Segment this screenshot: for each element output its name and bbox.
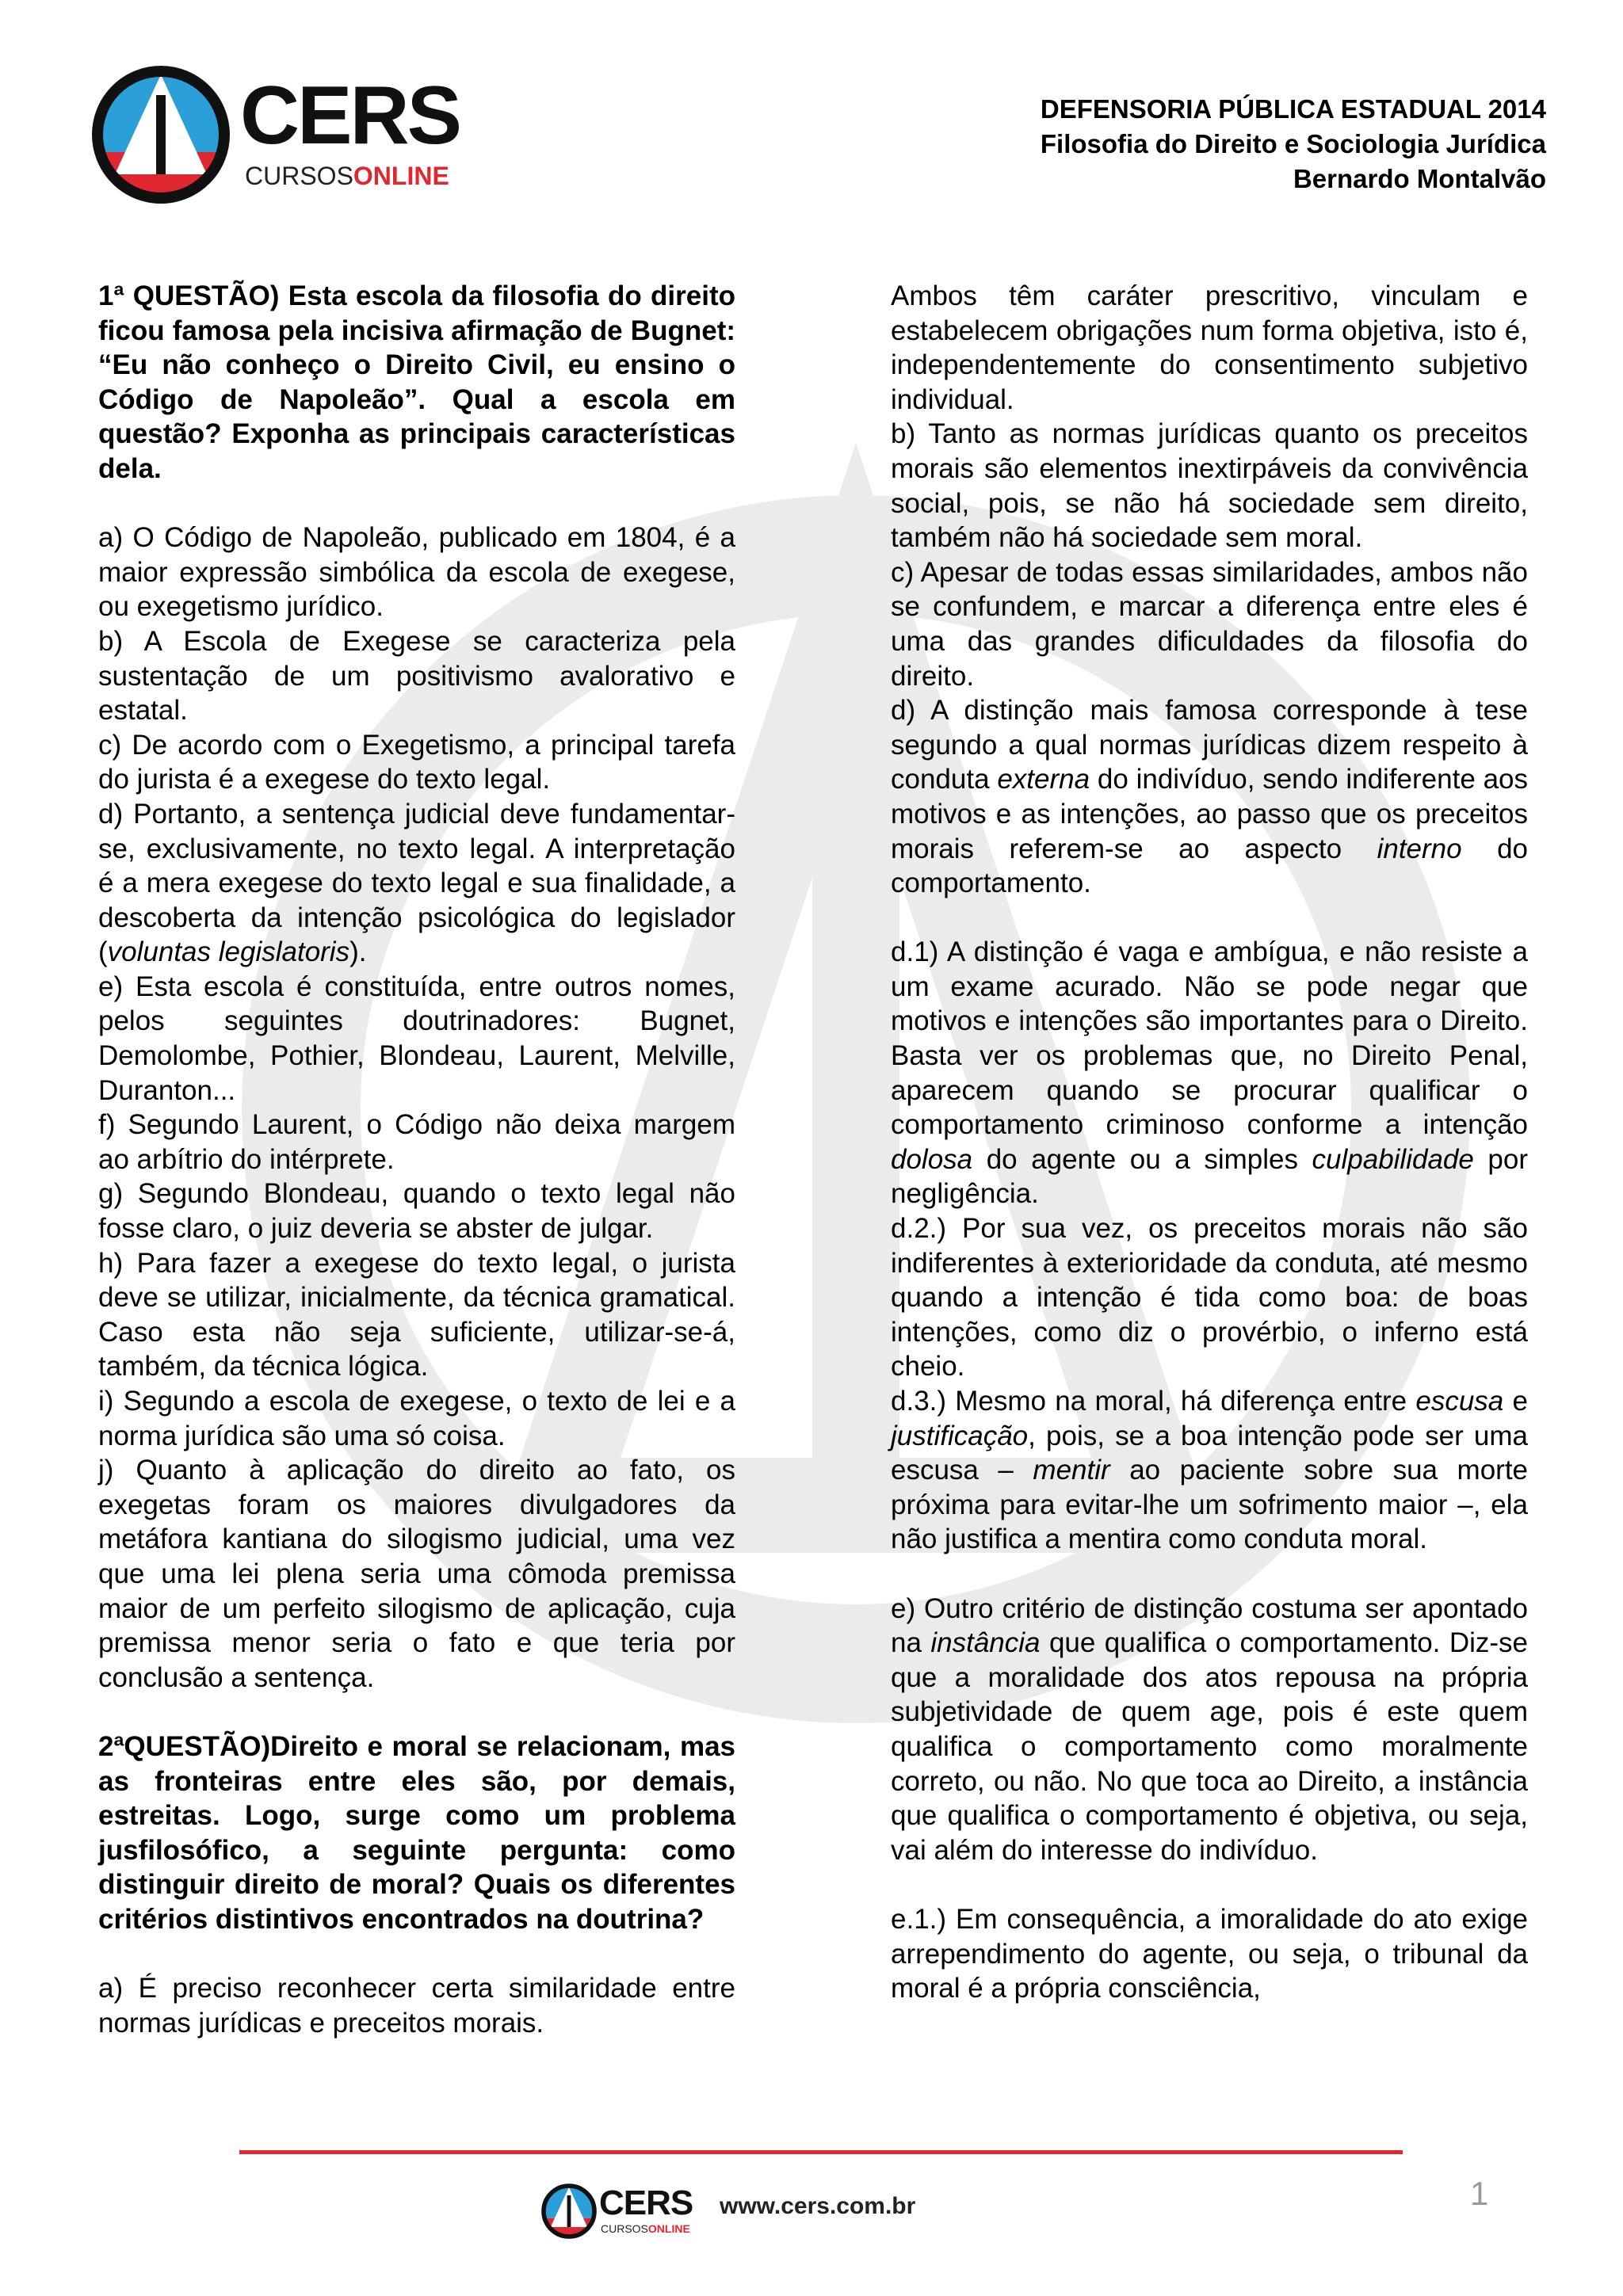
q1-item-c: c) De acordo com o Exegetismo, a principal tarefa do jurista é a exegese do texto legal. bbox=[98, 729, 735, 795]
cers-logo bbox=[90, 63, 462, 206]
q1-item-i: i) Segundo a escola de exegese, o texto de lei e a norma jurídica são uma só coisa. bbox=[98, 1386, 735, 1451]
q2-item-d3: d.3.) Mesmo na moral, há diferença entre escusa e justificação, pois, se a boa intenção pode ser uma escusa – mentir ao paciente sobre sua morte próxima para evitar-lhe um sofrimento maior –, ela não justifica a mentira como conduta moral. bbox=[891, 1386, 1529, 1555]
q1-item-j: j) Quanto à aplicação do direito ao fato, os exegetas foram os maiores divulgadores da metáfora kantiana do silogismo judicial, uma vez que uma lei plena seria uma cômoda premissa maior de um perfeito silogismo de aplicação, cuja premissa menor seria o fato e que teria por conclusão a sentença. bbox=[98, 1455, 735, 1693]
header-author: Bernardo Montalvão bbox=[1293, 164, 1546, 193]
footer-divider bbox=[239, 2150, 1403, 2154]
footer-cers-logo bbox=[540, 2183, 691, 2246]
cers-emblem-icon bbox=[90, 63, 232, 206]
q1-item-f: f) Segundo Laurent, o Código não deixa margem ao arbítrio do intérprete. bbox=[98, 1109, 735, 1175]
q1-item-d: d) Portanto, a sentença judicial deve fundamentar-se, exclusivamente, no texto legal. A interpretação é a mera exegese do texto legal e sua finalidade, a descoberta da intenção psicológica do legislador (voluntas legislatoris). bbox=[98, 798, 735, 968]
q1-item-e: e) Esta escola é constituída, entre outros nomes, pelos seguintes doutrinadores: Bugnet, Demolombe, Pothier, Blondeau, Laurent, Melville, Duranton... bbox=[98, 971, 735, 1106]
q1-item-h: h) Para fazer a exegese do texto legal, o jurista deve se utilizar, inicialmente, da técnica gramatical. Caso esta não seja suficiente, utilizar-se-á, também, da técnica lógica. bbox=[98, 1247, 735, 1383]
logo-wordmark: CERS bbox=[240, 70, 460, 162]
footer-cers-emblem-icon bbox=[540, 2183, 598, 2240]
question-2-heading: 2ªQUESTÃO)Direito e moral se relacionam, mas as fronteiras entre eles são, por demais, estreitas. Logo, surge como um problema jusfilosófico, a seguinte pergunta: como distinguir direito de moral? Quais os diferentes critérios distintivos encontrados na doutrina? bbox=[98, 1730, 735, 1935]
q2-item-d: d) A distinção mais famosa corresponde à tese segundo a qual normas jurídicas dizem respeito à conduta externa do indivíduo, sendo indiferente aos motivos e as intenções, ao passo que os preceitos morais referem-se ao aspecto interno do comportamento. bbox=[891, 695, 1528, 899]
document-header bbox=[1041, 92, 1546, 196]
header-exam-title: DEFENSORIA PÚBLICA ESTADUAL 2014 bbox=[1040, 94, 1546, 124]
q2-item-d2: d.2.) Por sua vez, os preceitos morais não são indiferentes à exterioridade da conduta, até mesmo quando a intenção é tida como boa: de boas intenções, como diz o provérbio, o inferno está cheio. bbox=[891, 1213, 1528, 1383]
page-number: 1 bbox=[1470, 2175, 1489, 2212]
footer-logo-subtitle: CURSOSONLINE bbox=[601, 2222, 690, 2235]
q2-item-b: b) Tanto as normas jurídicas quanto os preceitos morais são elementos inextirpáveis da convivência social, pois, se não há sociedade sem direito, também não há sociedade sem moral. bbox=[891, 418, 1528, 554]
logo-subtitle: CURSOSONLINE bbox=[245, 162, 449, 190]
q2-item-a-continued: Ambos têm caráter prescritivo, vinculam e estabelecem obrigações num forma objetiva, isto é, independentemente do consentimento subjetivo individual. bbox=[891, 280, 1528, 415]
q2-item-c: c) Apesar de todas essas similaridades, ambos não se confundem, e marcar a diferença entre eles é uma das grandes dificuldades da filosofia do direito. bbox=[891, 556, 1528, 692]
q1-item-b: b) A Escola de Exegese se caracteriza pela sustentação de um positivismo avalorativo e estatal. bbox=[98, 625, 735, 727]
q2-item-e1: e.1.) Em consequência, a imoralidade do ato exige arrependimento do agente, ou seja, o tribunal da moral é a própria consciência, bbox=[891, 1903, 1528, 2004]
q2-item-a: a) É preciso reconhecer certa similaridade entre normas jurídicas e preceitos morais. bbox=[98, 1973, 735, 2039]
right-column bbox=[891, 279, 1528, 2006]
question-1-heading: 1ª QUESTÃO) Esta escola da filosofia do direito ficou famosa pela incisiva afirmação de Bugnet: “Eu não conheço o Direito Civil, eu ensino o Código de Napoleão”. Qual a escola em questão? Exponha as principais características dela. bbox=[98, 280, 735, 484]
q2-item-d1: d.1) A distinção é vaga e ambígua, e não resiste a um exame acurado. Não se pode negar que motivos e intenções são importantes para o Direito. Basta ver os problemas que, no Direito Penal, aparecem quando se procurar qualificar o comportamento criminoso conforme a intenção dolosa do agente ou a simples culpabilidade por negligência. bbox=[891, 936, 1528, 1210]
q1-item-g: g) Segundo Blondeau, quando o texto legal não fosse claro, o juiz deveria se abster de julgar. bbox=[98, 1178, 735, 1245]
left-column bbox=[98, 279, 735, 2040]
q1-item-a: a) O Código de Napoleão, publicado em 1804, é a maior expressão simbólica da escola de exegese, ou exegetismo jurídico. bbox=[98, 522, 735, 623]
footer-logo-wordmark: CERS bbox=[599, 2183, 693, 2222]
q2-item-e: e) Outro critério de distinção costuma ser apontado na instância que qualifica o comportamento. Diz-se que a moralidade dos atos repousa na própria subjetividade de quem age, pois é este quem qualifica o comportamento como moralmente correto, ou não. No que toca ao Direito, a instância que qualifica o comportamento é objetiva, ou seja, vai além do interesse do indivíduo. bbox=[891, 1592, 1529, 1866]
footer-website-link[interactable]: www.cers.com.br bbox=[720, 2193, 916, 2219]
header-subject: Filosofia do Direito e Sociologia Jurídica bbox=[1040, 129, 1546, 158]
